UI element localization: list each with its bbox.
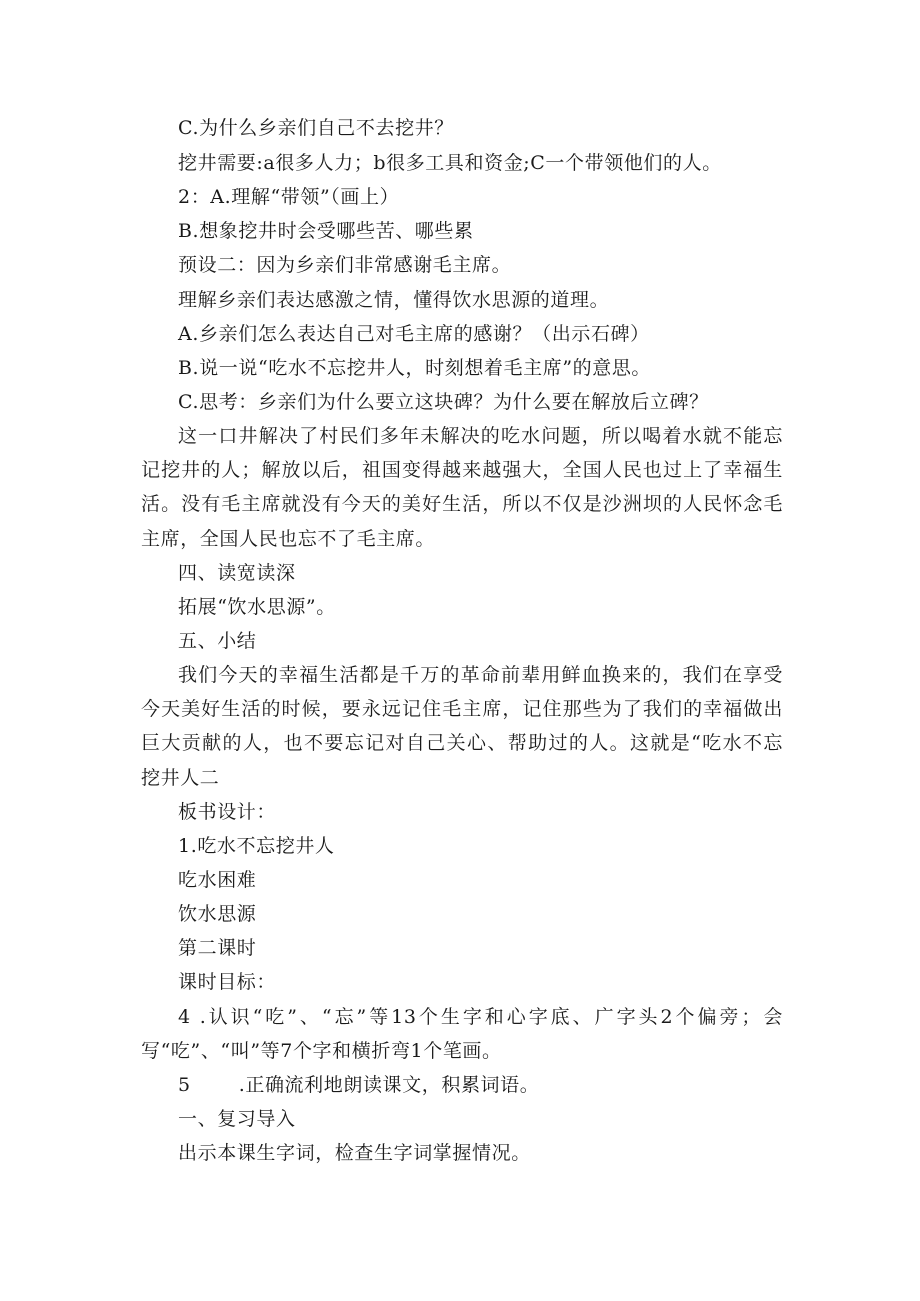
section4-heading: 四、读宽读深 bbox=[178, 562, 296, 584]
review-body: 出示本课生字词，检查生字词掌握情况。 bbox=[178, 1142, 531, 1164]
imagine-hardship-line: B.想象挖井时会受哪些苦、哪些累 bbox=[178, 220, 474, 242]
understand-lead-line: 2：A.理解“带领”（画上） bbox=[178, 186, 400, 208]
second-lesson-heading: 第二课时 bbox=[178, 937, 257, 959]
board-item: 饮水思源 bbox=[178, 903, 257, 925]
lesson-goals-heading: 课时目标： bbox=[178, 971, 277, 993]
goal5-text: .正确流利地朗读课文，积累词语。 bbox=[238, 1074, 540, 1096]
section4-body: 拓展“饮水思源”。 bbox=[178, 596, 336, 618]
question-b-line: B.说一说“吃水不忘挖井人，时刻想着毛主席”的意思。 bbox=[178, 357, 652, 379]
paragraph2-line: 挖井人二 bbox=[141, 767, 220, 789]
goal4-line: 4 .认识“吃”、“忘”等13个生字和心字底、广字头2个偏旁；会 bbox=[178, 1006, 783, 1028]
preset-two-line: 预设二：因为乡亲们非常感谢毛主席。 bbox=[178, 254, 512, 276]
paragraph2-line: 巨大贡献的人，也不要忘记对自己关心、帮助过的人。这就是“吃水不忘 bbox=[141, 732, 783, 754]
understand-gratitude-line: 理解乡亲们表达感激之情，懂得饮水思源的道理。 bbox=[178, 289, 610, 311]
paragraph1-line: 记挖井的人；解放以后，祖国变得越来越强大，全国人民也过上了幸福生 bbox=[141, 459, 783, 481]
section5-heading: 五、小结 bbox=[178, 630, 257, 652]
review-heading: 一、复习导入 bbox=[178, 1108, 296, 1130]
question-a-line: A.乡亲们怎么表达自己对毛主席的感谢？（出示石碑） bbox=[178, 323, 650, 345]
paragraph1-line: 主席，全国人民也忘不了毛主席。 bbox=[141, 528, 436, 550]
board-design-heading: 板书设计： bbox=[178, 801, 277, 823]
goal5-number: 5 bbox=[178, 1074, 191, 1096]
paragraph2-line: 我们今天的幸福生活都是千万的革命前辈用鲜血换来的，我们在享受 bbox=[178, 664, 783, 686]
board-item: 吃水困难 bbox=[178, 869, 257, 891]
paragraph1-line: 这一口井解决了村民们多年未解决的吃水问题，所以喝着水就不能忘 bbox=[178, 425, 783, 447]
question-c-line: C.为什么乡亲们自己不去挖井？ bbox=[178, 117, 454, 139]
well-needs-line: 挖井需要:a很多人力；b很多工具和资金;C一个带领他们的人。 bbox=[178, 152, 722, 174]
think-c-line: C.思考：乡亲们为什么要立这块碑？为什么要在解放后立碑？ bbox=[178, 391, 709, 413]
paragraph2-line: 今天美好生活的时候，要永远记住毛主席，记住那些为了我们的幸福做出 bbox=[141, 698, 783, 720]
goal4-line: 写“吃”、“叫”等7个字和横折弯1个笔画。 bbox=[141, 1040, 502, 1062]
board-item: 1.吃水不忘挖井人 bbox=[178, 835, 335, 857]
goal5-line bbox=[178, 1073, 539, 1097]
paragraph1-line: 活。没有毛主席就没有今天的美好生活，所以不仅是沙洲坝的人民怀念毛 bbox=[141, 493, 783, 515]
